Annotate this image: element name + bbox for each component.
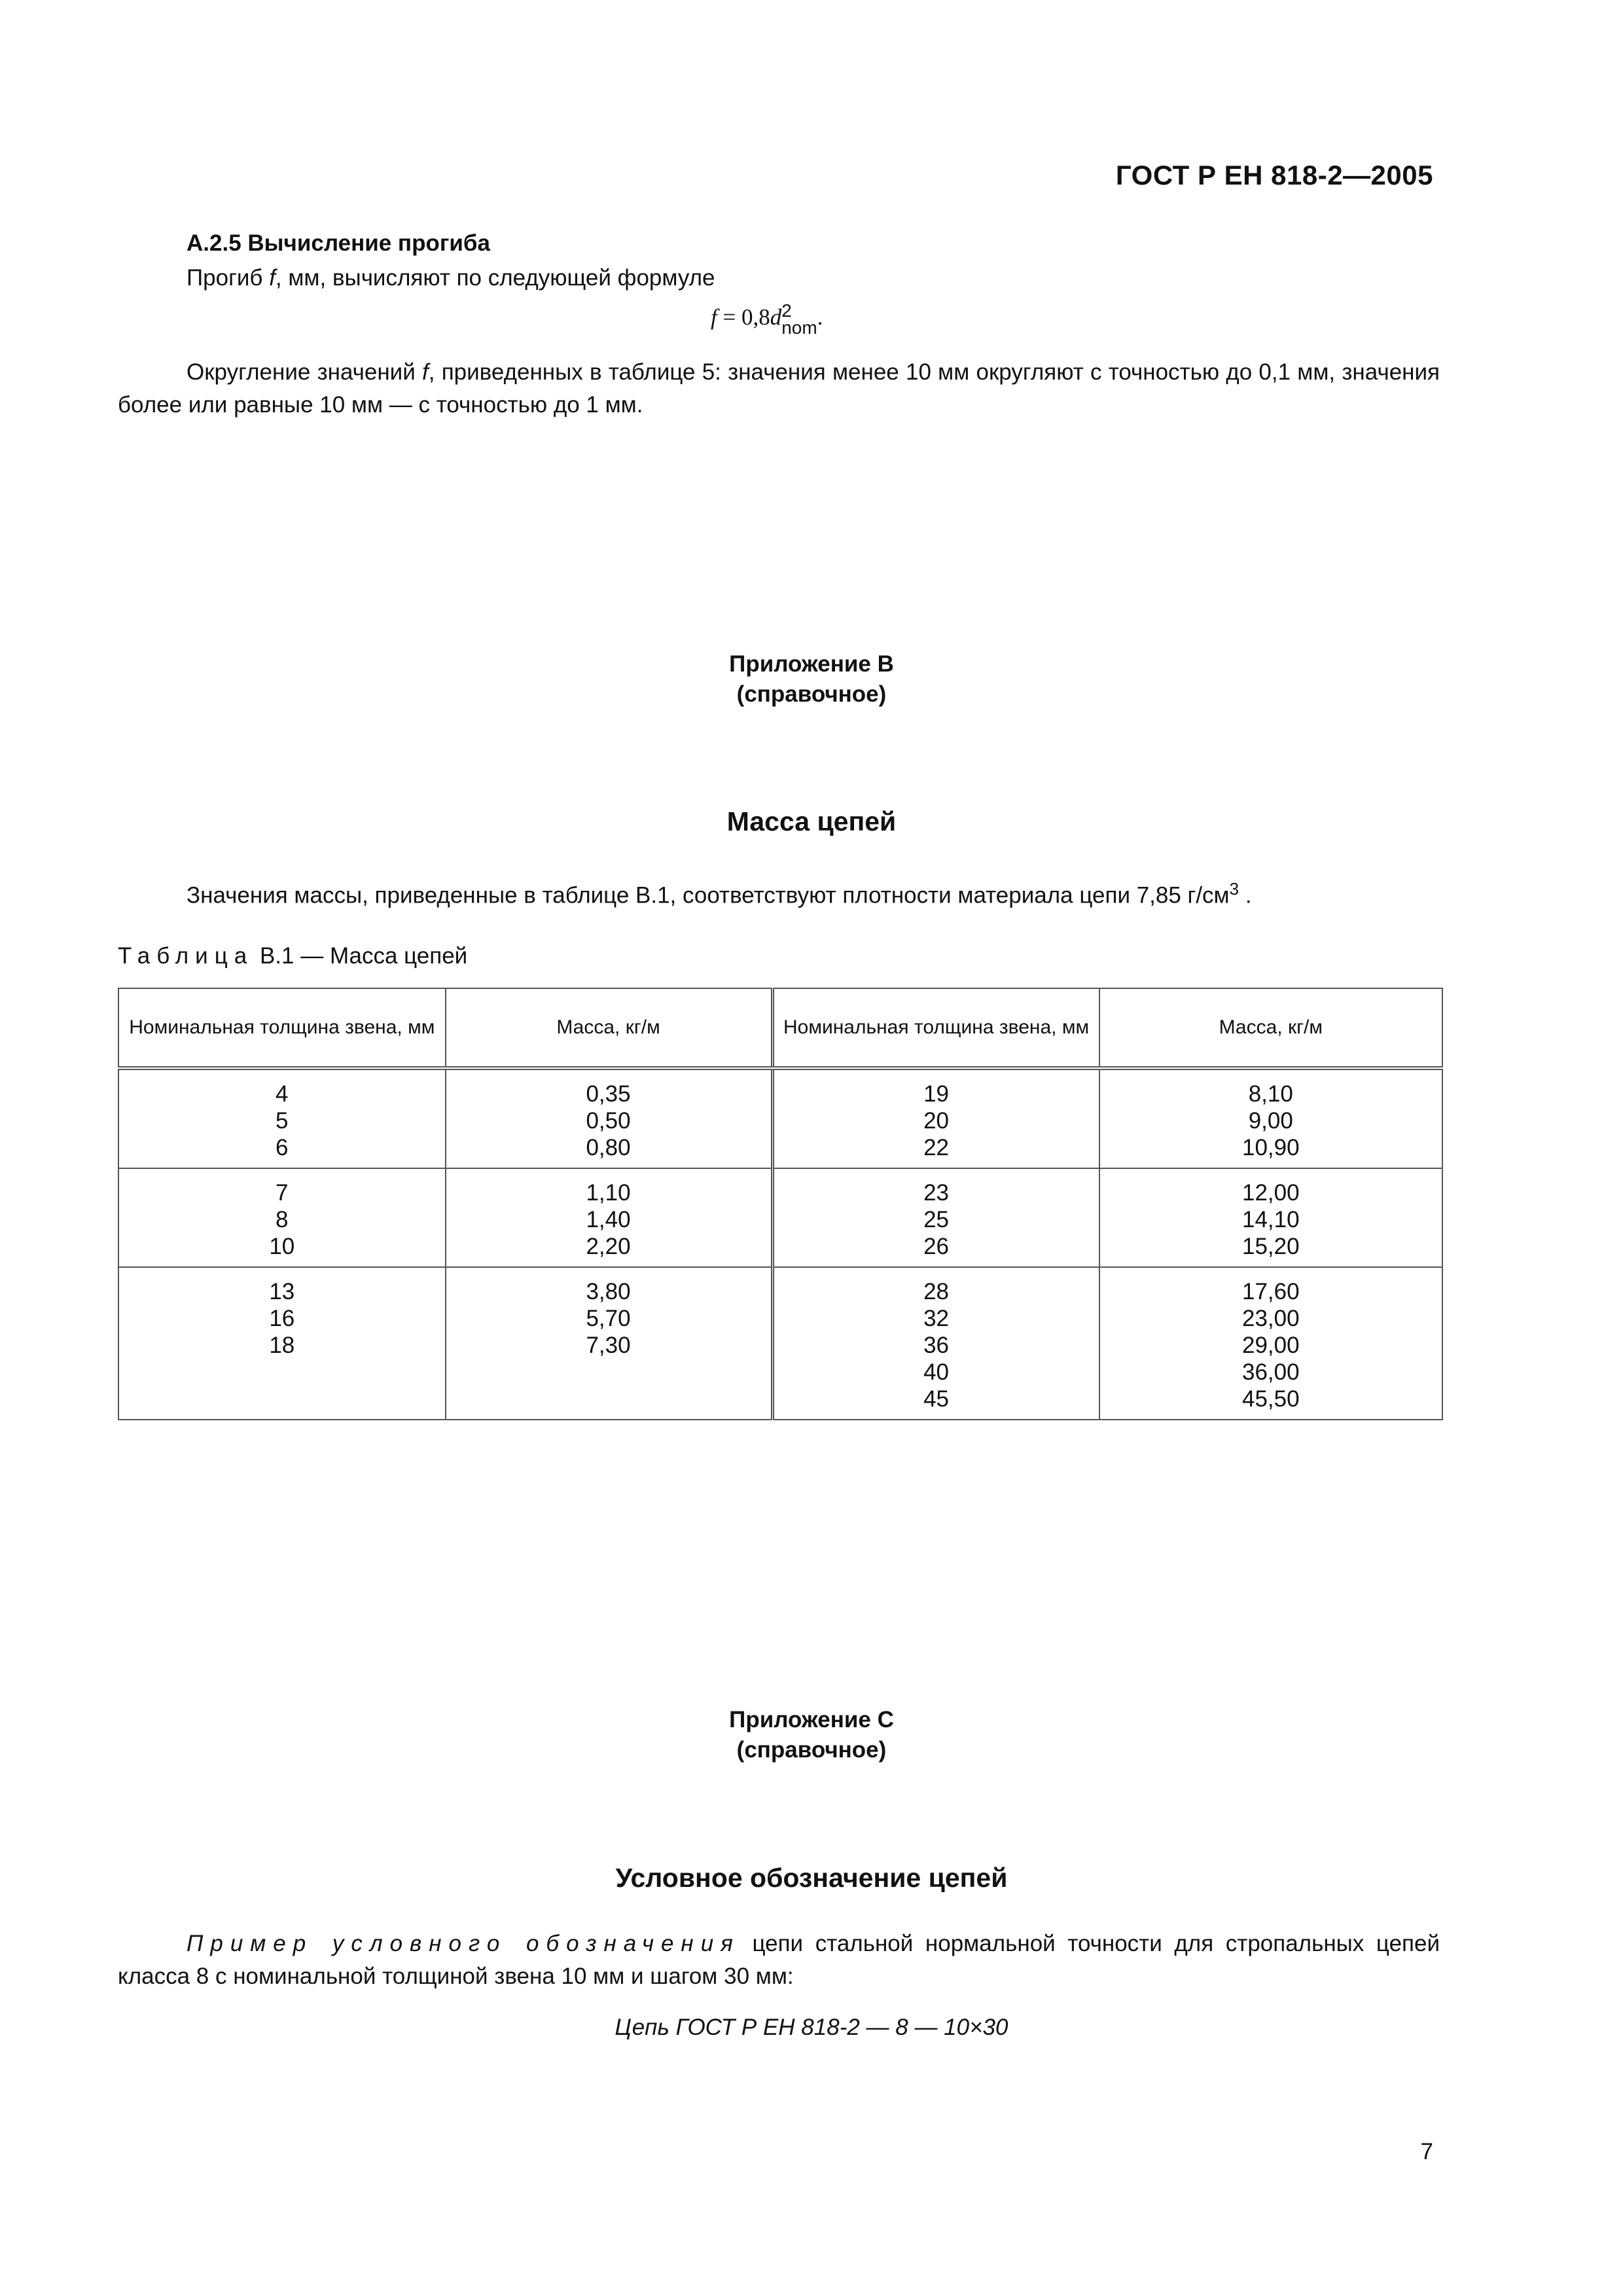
formula-sub: nom: [781, 317, 817, 338]
cell-value: 15,20: [1241, 1234, 1300, 1259]
cell-value: 23,00: [1241, 1306, 1300, 1331]
cell-value: 20: [923, 1108, 949, 1134]
cell-value: 26: [923, 1234, 949, 1259]
header-mass-2: Масса, кг/м: [1099, 988, 1442, 1068]
mass-table-header-row: [118, 988, 1442, 1068]
formula-eq: = 0,8: [717, 304, 770, 331]
mass-paragraph-text: Значения массы, приведенные в таблице В.1, соответствуют плотности материала цепи 7,85 г/см: [187, 882, 1230, 908]
cell-value: 16: [269, 1306, 295, 1331]
cell-value: 36,00: [1241, 1359, 1300, 1385]
deflection-intro-post: , мм, вычисляют по следующей формуле: [275, 265, 715, 291]
header-thickness-1: Номинальная толщина звена, мм: [118, 988, 446, 1068]
cell-value: 36: [923, 1333, 949, 1358]
cell-value: 13: [269, 1279, 295, 1304]
formula-var: d: [770, 304, 782, 331]
rounding-paragraph: [118, 356, 1440, 422]
rounding-var: f: [422, 359, 429, 385]
appendix-c-title: Условное обозначение цепей: [615, 1863, 1008, 1893]
table-caption-rest: В.1 — Масса цепей: [253, 943, 468, 969]
rounding-post: , приведенных в таблице 5: значения менее 10 мм округляют с точностью до 0,1 мм, значения более или равные 10 мм — с точностью до 1 мм.: [118, 359, 1440, 418]
cell-value: 8,10: [1248, 1081, 1293, 1107]
deflection-intro-pre: Прогиб: [187, 265, 270, 291]
cell-thickness-2: [772, 1267, 1099, 1420]
section-a25-title: А.2.5 Вычисление прогиба: [187, 230, 491, 256]
cell-value: 10,90: [1241, 1135, 1300, 1160]
cell-value: 22: [923, 1135, 949, 1160]
cell-value: 7: [276, 1180, 289, 1206]
cell-value: 5,70: [586, 1306, 631, 1331]
mass-paragraph-end: .: [1239, 882, 1252, 908]
cell-value: 5: [276, 1108, 289, 1134]
cell-value: 14,10: [1241, 1207, 1300, 1232]
cell-value: 0,35: [586, 1081, 631, 1107]
cell-value: 8: [276, 1207, 289, 1232]
cell-mass-2: [1099, 1168, 1442, 1267]
cell-thickness-2: [772, 1168, 1099, 1267]
deflection-intro-var: f: [269, 265, 276, 291]
cell-value: 28: [923, 1279, 949, 1304]
deflection-intro: [187, 262, 715, 295]
document-code-header: ГОСТ Р ЕН 818-2—2005: [1115, 160, 1433, 190]
table-row: [118, 1068, 1442, 1168]
cell-value: 25: [923, 1207, 949, 1232]
formula-lhs: f: [711, 304, 717, 331]
cell-value: 18: [269, 1333, 295, 1358]
cell-mass-2: [1099, 1068, 1442, 1168]
cell-value: 17,60: [1241, 1279, 1300, 1304]
cell-thickness-1: [118, 1168, 446, 1267]
cell-value: 1,10: [586, 1180, 631, 1206]
cell-value: 45,50: [1241, 1386, 1300, 1412]
table-row: [118, 1267, 1442, 1420]
table-row: [118, 1168, 1442, 1267]
cell-value: 0,80: [586, 1135, 631, 1160]
example-text: цепи стальной нормальной точности для стропальных цепей класса 8 с номинальной толщиной звена 10 мм и шагом 30 мм:: [118, 1931, 1440, 1989]
cell-mass-2: [1099, 1267, 1442, 1420]
appendix-b-heading: [0, 649, 1623, 709]
appendix-c-label: Приложение С: [729, 1707, 894, 1732]
table-caption-word: Таблица: [118, 943, 254, 969]
cell-mass-1: [446, 1267, 772, 1420]
cell-value: 45: [923, 1386, 949, 1412]
cell-value: 10: [269, 1234, 295, 1259]
mass-table: [118, 988, 1443, 1420]
page-number: 7: [1420, 2139, 1433, 2164]
cell-value: 0,50: [586, 1108, 631, 1134]
cell-value: 29,00: [1241, 1333, 1300, 1358]
cell-value: 1,40: [586, 1207, 631, 1232]
cell-value: 2,20: [586, 1234, 631, 1259]
header-mass-1: Масса, кг/м: [446, 988, 772, 1068]
rounding-pre: Округление значений: [187, 359, 423, 385]
appendix-b-title: Масса цепей: [726, 806, 897, 836]
cell-mass-1: [446, 1068, 772, 1168]
appendix-c-heading: [0, 1705, 1623, 1765]
mass-paragraph-sup: 3: [1229, 879, 1240, 899]
cell-value: 9,00: [1248, 1108, 1293, 1134]
cell-value: 32: [923, 1306, 949, 1331]
cell-value: 40: [923, 1359, 949, 1385]
cell-thickness-2: [772, 1068, 1099, 1168]
mass-paragraph: [187, 872, 1252, 912]
appendix-b-label: Приложение В: [729, 651, 894, 677]
formula-sup: 2: [781, 300, 792, 321]
cell-value: 4: [276, 1081, 289, 1107]
appendix-c-kind: (справочное): [736, 1737, 887, 1763]
cell-thickness-1: [118, 1068, 446, 1168]
cell-value: 12,00: [1241, 1180, 1300, 1206]
cell-thickness-1: [118, 1267, 446, 1420]
designation-example-paragraph: [118, 1928, 1440, 1993]
formula-end: .: [817, 304, 823, 331]
cell-mass-1: [446, 1168, 772, 1267]
cell-value: 7,30: [586, 1333, 631, 1358]
cell-value: 19: [923, 1081, 949, 1107]
table-caption: [118, 943, 467, 969]
cell-value: 23: [923, 1180, 949, 1206]
header-thickness-2: Номинальная толщина звена, мм: [772, 988, 1099, 1068]
appendix-b-kind: (справочное): [736, 681, 887, 707]
cell-value: 6: [276, 1135, 289, 1160]
example-label: Пример условного обозначения: [187, 1931, 740, 1956]
cell-value: 3,80: [586, 1279, 631, 1304]
designation-example: Цепь ГОСТ Р ЕН 818-2 — 8 — 10×30: [615, 2015, 1008, 2040]
deflection-formula: [711, 302, 823, 336]
